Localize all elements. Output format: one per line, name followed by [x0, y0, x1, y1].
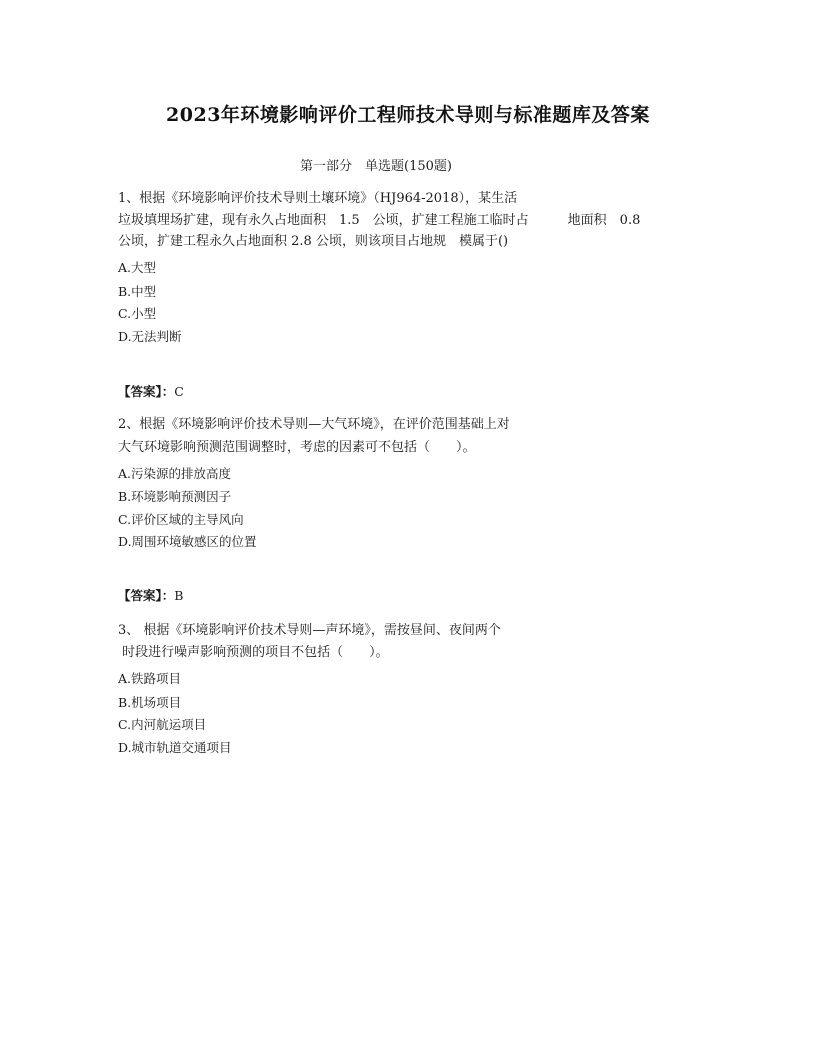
- question-3-line-2: 时段进行噪声影响预测的项目不包括（ ）。: [118, 645, 389, 660]
- question-2-line-2: 大气环境影响预测范围调整时，考虑的因素可不包括（ ）。: [118, 440, 476, 455]
- question-1-option-a: A.大型: [118, 260, 157, 275]
- question-3-option-c: C.内河航运项目: [118, 717, 207, 732]
- question-3-option-d: D.城市轨道交通项目: [118, 740, 232, 755]
- answer-value: C: [174, 384, 184, 399]
- answer-value: B: [174, 588, 184, 603]
- question-2-option-d: D.周围环境敏感区的位置: [118, 534, 257, 549]
- question-1-answer: [118, 382, 184, 400]
- question-2-line-1: 2、根据《环境影响评价技术导则—大气环境》，在评价范围基础上对: [118, 417, 510, 432]
- question-1-line-3: 公顷，扩建工程永久占地面积 2.8 公顷，则该项目占地规 模属于(): [118, 234, 509, 249]
- question-3-option-a: A.铁路项目: [118, 671, 182, 686]
- question-2-option-b: B.环境影响预测因子: [118, 489, 232, 504]
- document-title: 2023年环境影响评价工程师技术导则与标准题库及答案: [166, 104, 650, 126]
- section-heading: 第一部分 单选题(150题): [300, 159, 452, 174]
- question-2-option-c: C.评价区域的主导风向: [118, 512, 244, 527]
- answer-label: 【答案】：: [118, 588, 175, 603]
- question-3-option-b: B.机场项目: [118, 695, 182, 710]
- question-1-option-b: B.中型: [118, 284, 157, 299]
- question-1-option-c: C.小型: [118, 306, 157, 321]
- question-3-line-1: 3、 根据《环境影响评价技术导则—声环境》，需按昼间、夜间两个: [118, 623, 501, 638]
- question-1-option-d: D.无法判断: [118, 329, 182, 344]
- question-1-line-2: 垃圾填埋场扩建，现有永久占地面积 1.5 公顷，扩建工程施工临时占 地面积 0.8: [118, 213, 641, 228]
- question-2-answer: [118, 586, 183, 604]
- answer-label: 【答案】：: [118, 384, 175, 399]
- question-1-line-1: 1、根据《环境影响评价技术导则土壤环境》（HJ964-2018），某生活: [118, 191, 518, 206]
- question-2-option-a: A.污染源的排放高度: [118, 466, 232, 481]
